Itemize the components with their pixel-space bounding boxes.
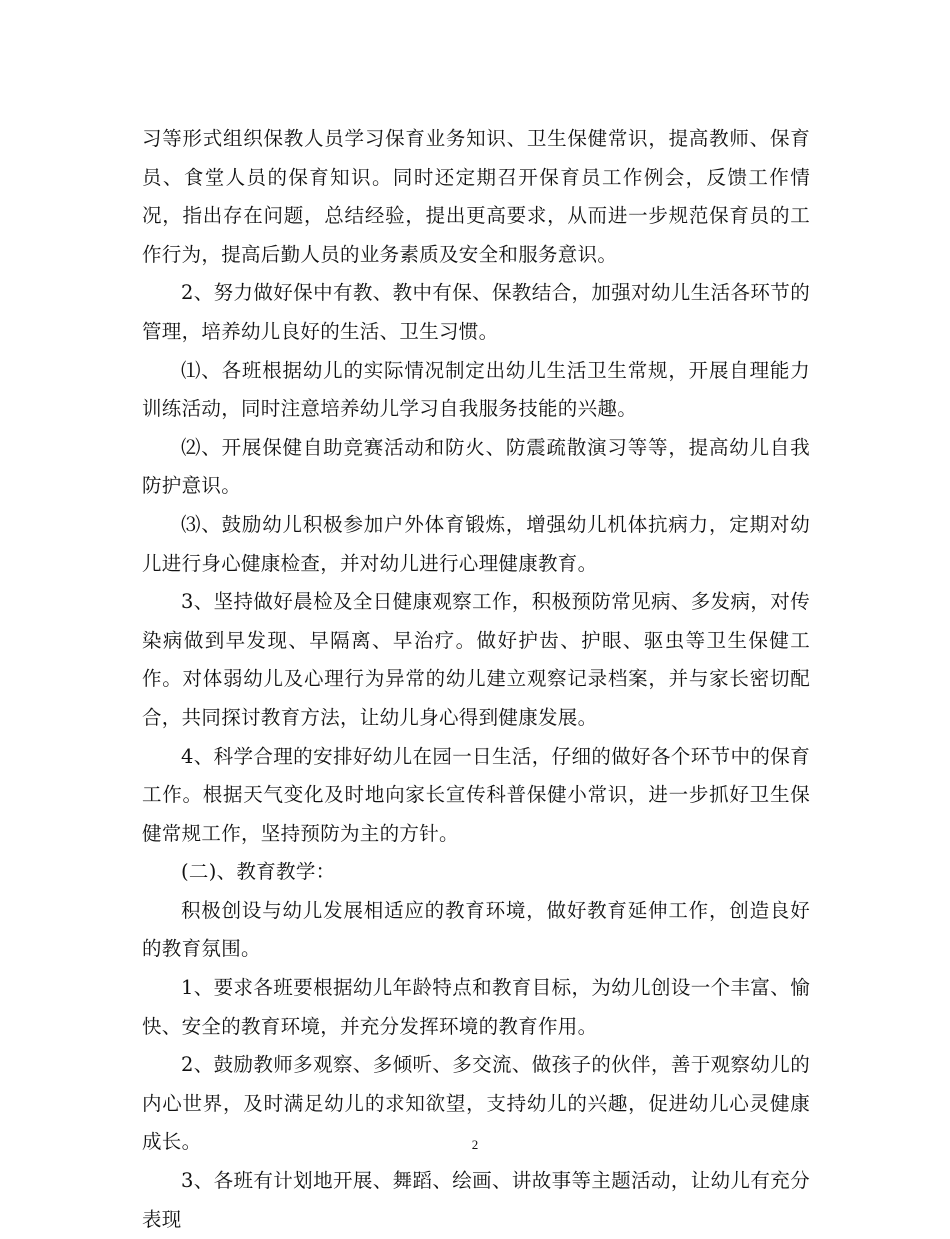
paragraph-10: 1、要求各班要根据幼儿年龄特点和教育目标，为幼儿创设一个丰富、愉快、安全的教育环境，并充分发挥环境的教育作用。 [142,976,810,1038]
paragraph-9: 积极创设与幼儿发展相适应的教育环境，做好教育延伸工作，创造良好的教育氛围。 [142,898,810,961]
section-heading: (二)、教育教学： [181,860,336,884]
paragraph-6: 3、坚持做好晨检及全日健康观察工作，积极预防常见病、多发病，对传染病做到早发现、早隔离、早治疗。做好护齿、护眼、驱虫等卫生保健工作。对体弱幼儿及心理行为异常的幼儿建立观察记录档案，并与家长密切配合，共同探讨教育方法，让幼儿身心得到健康发展。 [142,590,810,729]
paragraph-7: 4、科学合理的安排好幼儿在园一日生活，仔细的做好各个环节中的保育工作。根据天气变化及时地向家长宣传科普保健小常识，进一步抓好卫生保健常规工作，坚持预防为主的方针。 [142,744,810,845]
paragraph-11: 2、鼓励教师多观察、多倾听、多交流、做孩子的伙伴，善于观察幼儿的内心世界，及时满足幼儿的求知欲望，支持幼儿的兴趣，促进幼儿心灵健康成长。 [142,1053,810,1154]
paragraph-1: 习等形式组织保教人员学习保育业务知识、卫生保健常识，提高教师、保育员、食堂人员的保育知识。同时还定期召开保育员工作例会，反馈工作情况，指出存在问题，总结经验，提出更高要求，从而进一步规范保育员的工作行为，提高后勤人员的业务素质及安全和服务意识。 [142,127,810,266]
paragraph-4: ⑵、开展保健自助竞赛活动和防火、防震疏散演习等等，提高幼儿自我防护意识。 [142,435,810,498]
paragraph-5: ⑶、鼓励幼儿积极参加户外体育锻炼，增强幼儿机体抗病力，定期对幼儿进行身心健康检查，并对幼儿进行心理健康教育。 [142,512,810,575]
paragraph-2: 2、努力做好保中有教、教中有保、保教结合，加强对幼儿生活各环节的管理，培养幼儿良好的生活、卫生习惯。 [142,281,810,343]
paragraph-3: ⑴、各班根据幼儿的实际情况制定出幼儿生活卫生常规，开展自理能力训练活动，同时注意培养幼儿学习自我服务技能的兴趣。 [142,358,810,421]
page-number: 2 [471,1137,479,1152]
paragraph-12: 3、各班有计划地开展、舞蹈、绘画、讲故事等主题活动，让幼儿有充分表现 [142,1169,810,1231]
document-body [142,120,810,1239]
